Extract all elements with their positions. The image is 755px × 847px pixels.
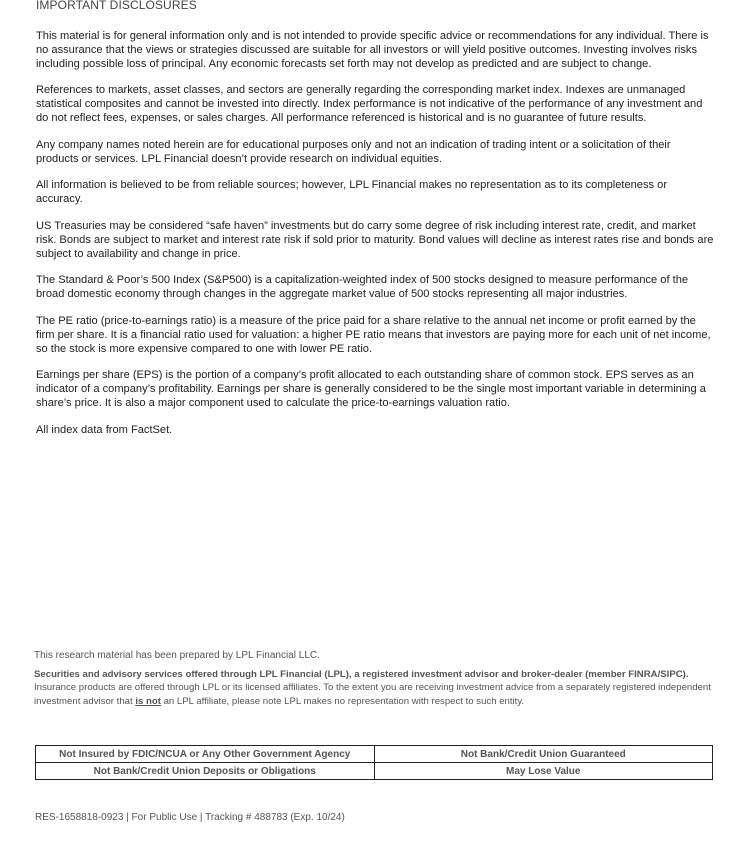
tracking-number: RES-1658818-0923 | For Public Use | Tracking # 488783 (Exp. 10/24): [35, 812, 345, 823]
insurance-disclosure-table: [35, 745, 713, 780]
securities-notice-text-2: an LPL affiliate, please note LPL makes no representation with respect to such entity.: [160, 695, 525, 707]
table-row: [36, 746, 713, 763]
footer: [34, 650, 714, 708]
disclosure-paragraph-sp500: The Standard & Poor’s 500 Index (S&P500) is a capitalization-weighted index of 500 stocks designed to measure performance of the broad domestic economy through changes in the aggregate market value of 500 stocks representing all major industries.: [36, 274, 689, 301]
page-heading: IMPORTANT DISCLOSURES: [36, 0, 197, 12]
disclosure-paragraph-sources: All information is believed to be from reliable sources; however, LPL Financial makes no representation as to its completeness or accuracy.: [36, 179, 668, 206]
prepared-by-note: This research material has been prepared by LPL Financial LLC.: [34, 650, 320, 661]
securities-notice-bold: Securities and advisory services offered through LPL Financial (LPL), a registered investment advisor and broker-dealer (member FINRA/SIPC).: [34, 669, 689, 680]
table-cell-may-lose-value: May Lose Value: [374, 763, 713, 780]
table-row: [36, 763, 713, 780]
disclosure-paragraph-factset: All index data from FactSet.: [36, 423, 173, 436]
securities-notice: [34, 668, 714, 708]
disclosure-paragraph-treasuries: US Treasuries may be considered “safe haven” investments but do carry some degree of risk including interest rate, credit, and market risk. Bonds are subject to market and interest rate risk if sold prior to maturity. Bond values will decline as interest rates rise and bonds are subject to availability and change in price.: [36, 219, 714, 260]
securities-notice-text-1: Insurance products are offered through LPL or its licensed affiliates. To the extent you are receiving investment advice from a separately registered independent investment advisor that: [34, 682, 711, 707]
disclosure-paragraph-general: This material is for general information only and is not intended to provide specific advice or recommendations for any individual. There is no assurance that the views or strategies discussed are suitable for all investors or will yield positive outcomes. Investing involves risks including possible loss of principal. Any economic forecasts set forth may not develop as predicted and are subject to change.: [36, 30, 709, 70]
disclosure-paragraph-pe-ratio: The PE ratio (price-to-earnings ratio) is a measure of the price paid for a share relative to the annual net income or profit earned by the firm per share. It is a financial ratio used for valuation: a higher PE ratio means that investors are paying more for each unit of net income, so the stock is more expensive compared to one with lower PE ratio.: [36, 314, 711, 355]
disclosure-paragraph-eps: Earnings per share (EPS) is the portion of a company’s profit allocated to each outstanding share of common stock. EPS serves as an indicator of a company’s profitability. Earnings per share is generally considered to be the single most important variable in determining a share’s price. It is also a major component used to calculate the price-to-earnings valuation ratio.: [36, 369, 706, 409]
securities-notice-underline: is not: [135, 695, 161, 707]
disclosure-paragraph-indexes: References to markets, asset classes, and sectors are generally regarding the corresponding market index. Indexes are unmanaged statistical composites and cannot be invested into directly. Index performance is not indicative of the performance of any investment and do not reflect fees, expenses, or sales charges. All performance referenced is historical and is no guarantee of future results.: [36, 84, 703, 124]
table-cell-not-deposits: Not Bank/Credit Union Deposits or Obligations: [36, 763, 375, 780]
disclosure-paragraph-company-names: Any company names noted herein are for educational purposes only and not an indication of trading intent or a solicitation of their products or services. LPL Financial doesn’t provide research on individual equities.: [36, 138, 671, 165]
table-cell-not-guaranteed: Not Bank/Credit Union Guaranteed: [374, 746, 713, 763]
disclosure-body: [36, 30, 716, 451]
table-cell-not-insured: Not Insured by FDIC/NCUA or Any Other Government Agency: [36, 746, 375, 763]
